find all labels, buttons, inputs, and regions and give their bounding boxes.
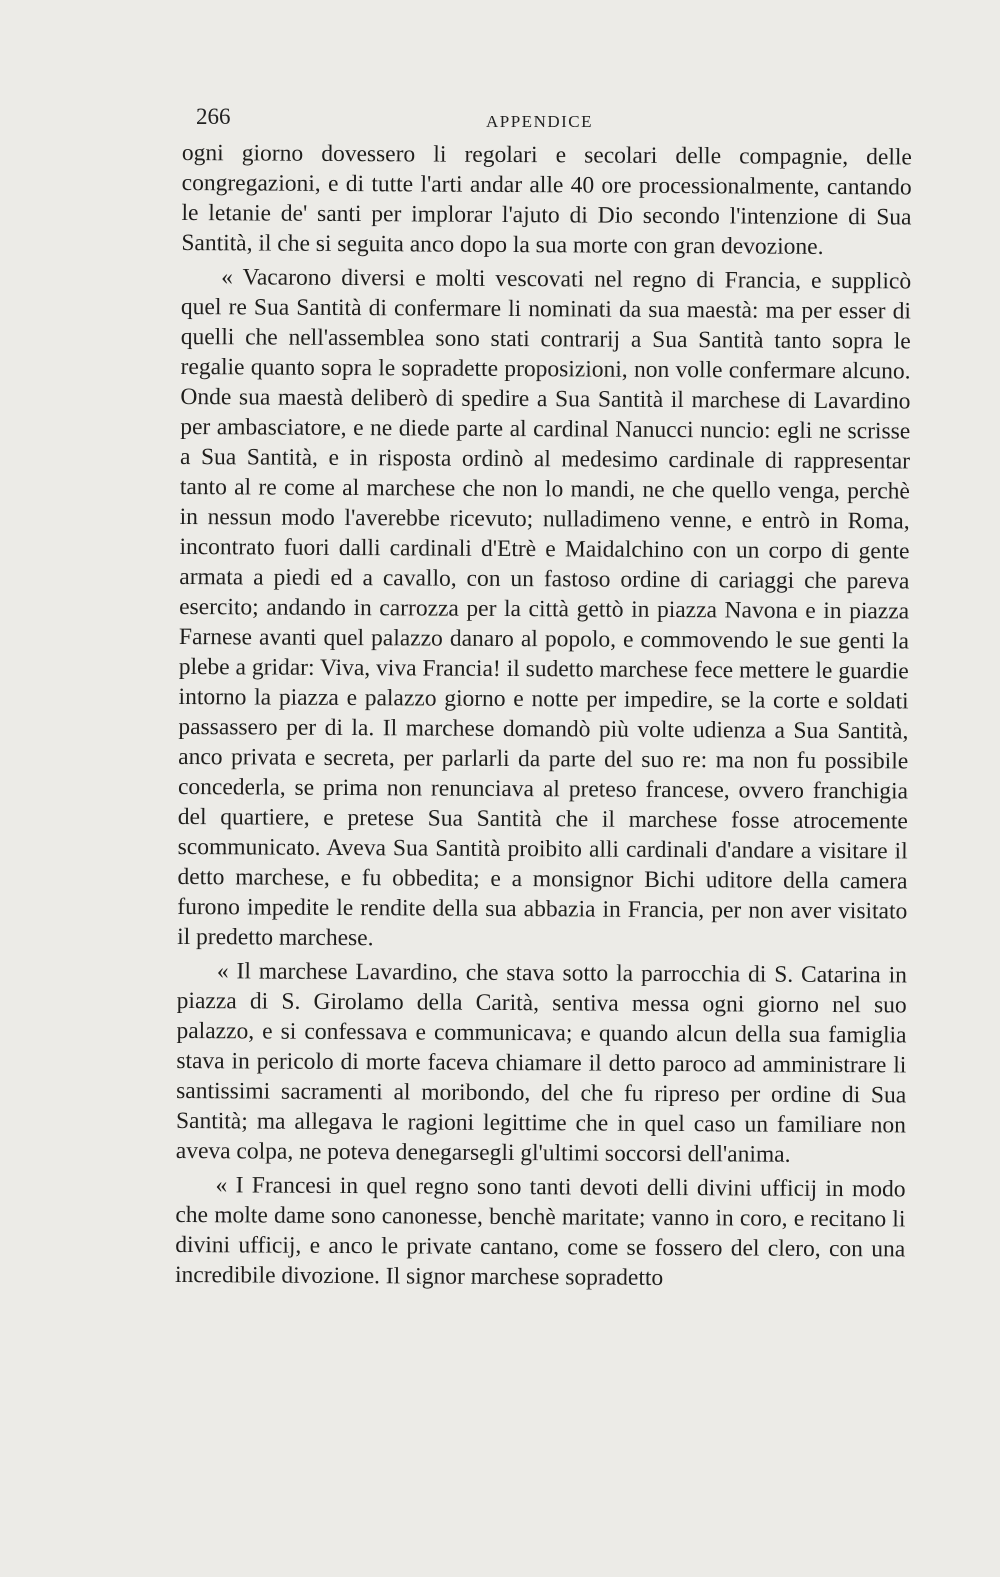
paragraph-continuation: ogni giorno dovessero li regolari e secolari delle compagnie, delle congregazioni, e di tutte l'arti andar alle 40 ore processionalmente, cantando le letanie de' santi per implorar l'ajuto di Dio secondo l'intenzione di Sua Santità, il che si seguita anco dopo la sua morte con gran devozione. bbox=[181, 139, 912, 260]
paragraph-lavardino: « Il marchese Lavardino, che stava sotto la parrocchia di S. Catarina in piazza di S. Girolamo della Carità, sentiva messa ogni giorno nel suo palazzo, e si confessava e communicava; e quando alcun della sua famiglia stava in pericolo di morte faceva chiamare il detto paroco ad amministrare li santissimi sacramenti al moribondo, del che fu ripreso per ordine di Sua Santità; ma allegava le ragioni legittime che in quel caso un familiare non aveva colpa, ne poteva denegarsegli gl'ultimi soccorsi dell'anima. bbox=[175, 958, 907, 1168]
running-head: APPENDICE bbox=[486, 112, 594, 131]
page-header bbox=[196, 98, 916, 138]
paragraph-vescovati: « Vacarono diversi e molti vescovati nel regno di Francia, e supplicò quel re Sua Santità di confermare li nominati da sua maestà: ma per esser di quelli che nell'assemblea sono stati contrarij a Sua Santità tanto sopra le regalie quanto sopra le sopradette proposizioni, non volle confermare alcuno. Onde sua maestà deliberò di spedire a Sua Santità il marchese di Lavardino per ambasciatore, e ne diede parte al cardinal Nanucci nuncio: egli ne scrisse a Sua Santità, e in risposta ordinò al medesimo cardinale di rappresentar tanto al re come al marchese che non lo mandi, ne che quello venga, perchè in nessun modo l'averebbe ricevuto; nulladimeno venne, e entrò in Roma, incontrato fuori dalli cardinali d'Etrè e Maidalchino con un corpo di gente armata a piedi ed a cavallo, con un fastoso ordine di cariaggi che pareva esercito; andando in carrozza per la città gettò in piazza Navona e in piazza Farnese avanti quel palazzo danaro al popolo, e commovendo le sue genti la plebe a gridar: Viva, viva Francia! il sudetto marchese fece mettere le guardie intorno la piazza e palazzo giorno e notte per impedire, se la corte e soldati passassero per di la. Il marchese domandò più volte udienza a Sua Santità, anco privata e secreta, per parlarli da parte del suo re: ma non fu possibile concederla, se prima non renunciava al preteso francese, ovvero franchigia del quartiere, e pretese Sua Santità che il marchese fosse atrocemente scommunicato. Aveva Sua Santità proibito alli cardinali d'andare a visitare il detto marchese, e fu obbedita; e a monsignor Bichi uditore della camera furono impedite le rendite della sua abbazia in Francia, per non aver visitato il predetto marchese. bbox=[177, 264, 912, 952]
page-number: 266 bbox=[196, 104, 231, 129]
body-text bbox=[175, 138, 912, 1294]
paragraph-francesi: « I Francesi in quel regno sono tanti devoti delli divini ufficij in modo che molte dame sono canonesse, benchè maritate; vanno in coro, e recitano li divini ufficij, e anco le private cantano, come se fossero del clero, con una incredibile divozione. Il signor marchese sopradetto bbox=[174, 1172, 906, 1291]
